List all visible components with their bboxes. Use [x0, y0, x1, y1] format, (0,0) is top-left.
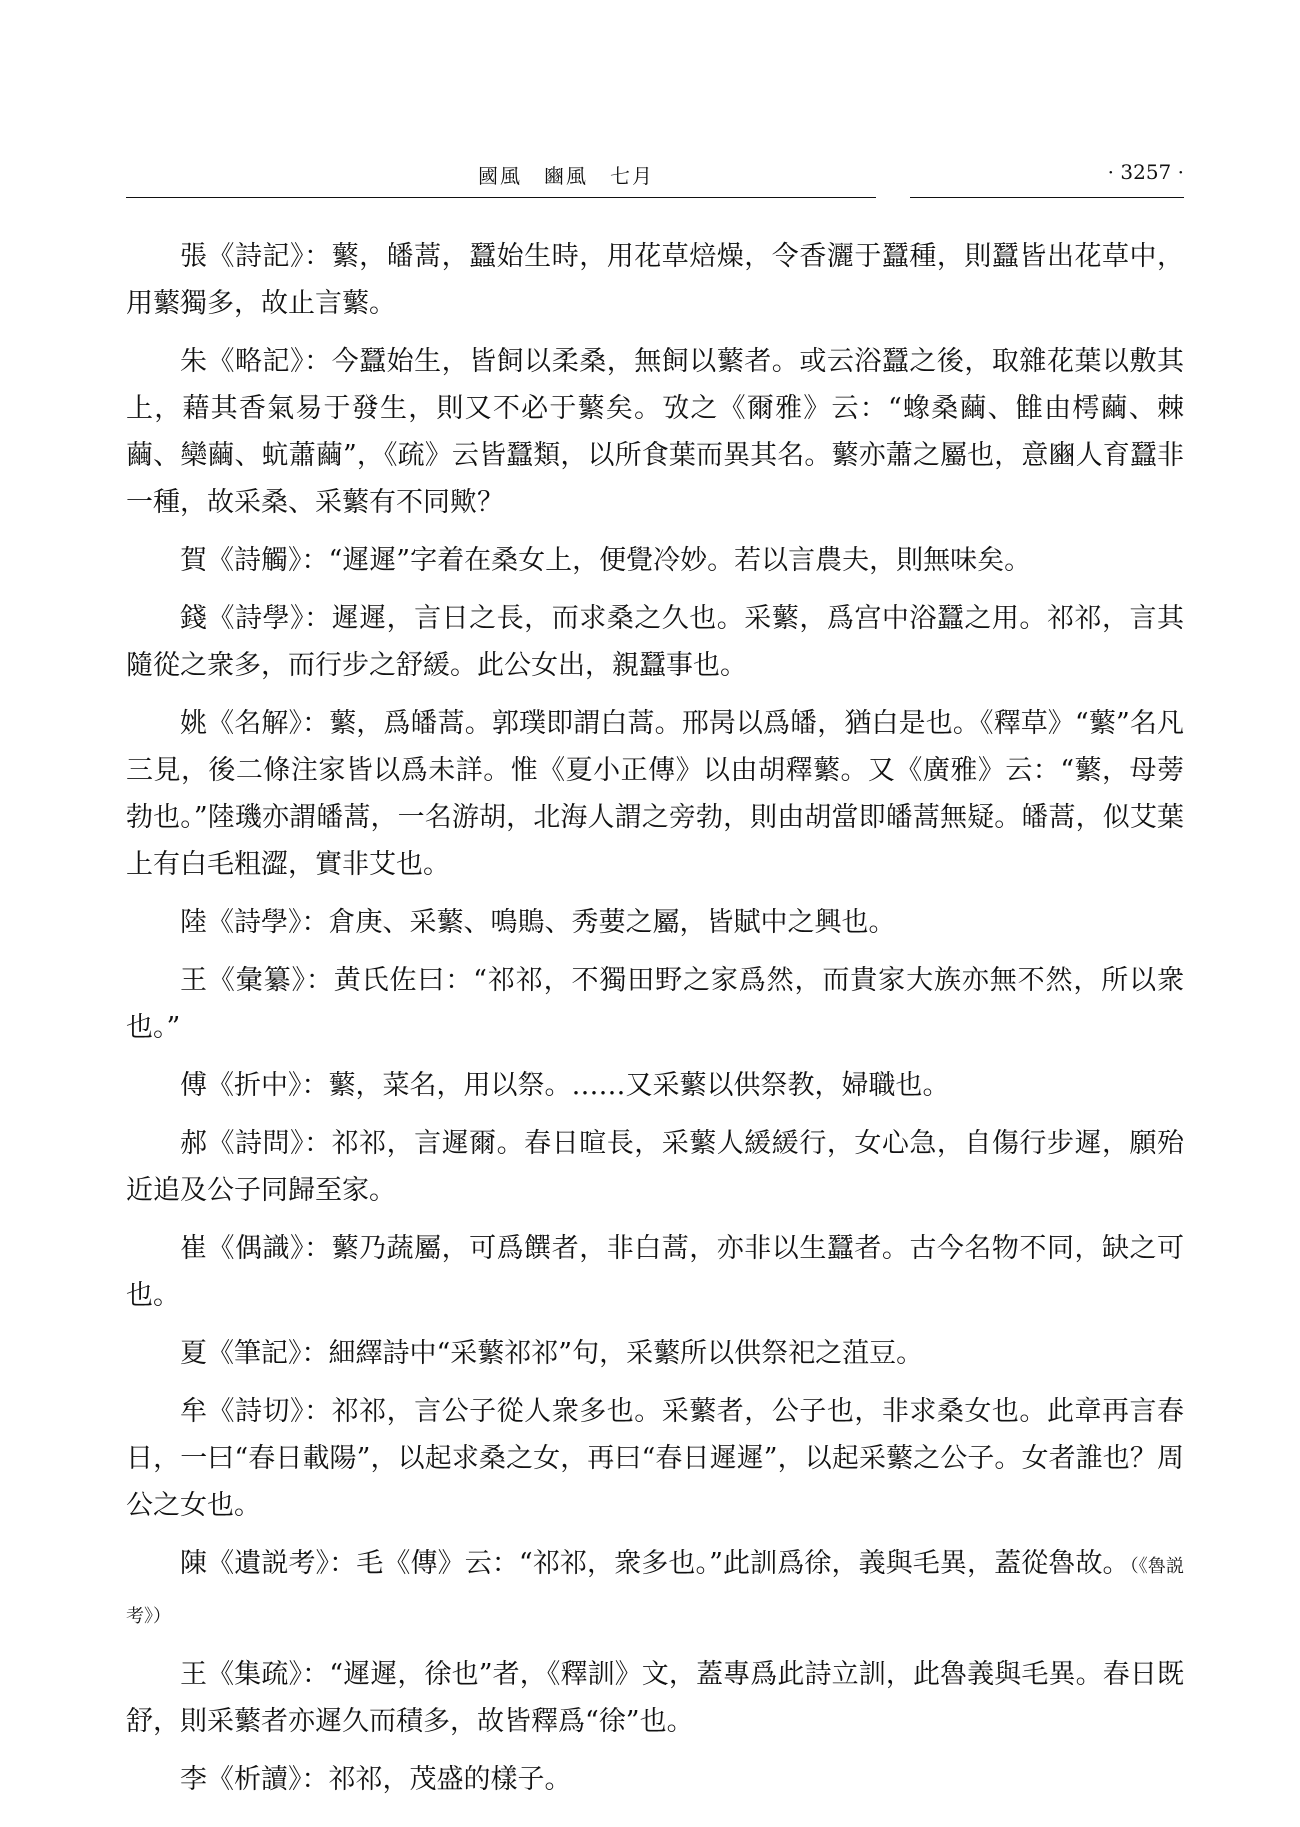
- header-rule-left: [126, 197, 876, 198]
- commentary-body: [126, 233, 1184, 1814]
- commentary-paragraph: [126, 1225, 1184, 1319]
- commentary-paragraph: [126, 899, 1184, 946]
- paragraph-text: 賀《詩觸》：“遲遲”字着在桑女上，便覺冷妙。若以言農夫，則無味矣。: [180, 545, 1032, 576]
- commentary-paragraph: [126, 1756, 1184, 1803]
- paragraph-text: 牟《詩切》：祁祁，言公子從人衆多也。采蘩者，公子也，非求桑女也。此章再言春日，一曰“春日載陽”，以起求桑之女，再曰“春日遲遲”，以起采蘩之公子。女者誰也？周公之女也。: [126, 1396, 1184, 1521]
- paragraph-text: 張《詩記》：蘩，皤蒿，蠶始生時，用花草焙燥，令香灑于蠶種，則蠶皆出花草中，用蘩獨多，故止言蘩。: [126, 241, 1184, 319]
- paragraph-text: 李《析讀》：祁祁，茂盛的樣子。: [180, 1764, 572, 1795]
- paragraph-text: 陳《遺説考》：毛《傳》云：“祁祁，衆多也。”此訓爲徐，義與毛異，蓋從魯故。: [180, 1548, 1130, 1579]
- commentary-paragraph: [126, 595, 1184, 689]
- paragraph-text: 朱《略記》：今蠶始生，皆飼以柔桑，無飼以蘩者。或云浴蠶之後，取雜花葉以敷其上，藉其香氣易于發生，則又不必于蘩矣。攷之《爾雅》云：“蟓桑繭、雔由樗繭、棘繭、欒繭、蚢蕭繭”，《疏》云皆蠶類，以所食葉而異其名。蘩亦蕭之屬也，意豳人育蠶非一種，故采桑、采蘩有不同歟？: [126, 346, 1184, 518]
- commentary-paragraph: [126, 957, 1184, 1051]
- commentary-paragraph: [126, 1330, 1184, 1377]
- paragraph-text: 王《集疏》：“遲遲，徐也”者，《釋訓》文，蓋專爲此詩立訓，此魯義與毛異。春日既舒，則采蘩者亦遲久而積多，故皆釋爲“徐”也。: [126, 1659, 1184, 1737]
- paragraph-text: 崔《偶識》：蘩乃蔬屬，可爲饌者，非白蒿，亦非以生蠶者。古今名物不同，缺之可也。: [126, 1233, 1184, 1311]
- paragraph-text: 王《彙纂》：黄氏佐曰：“祁祁，不獨田野之家爲然，而貴家大族亦無不然，所以衆也。”: [126, 965, 1184, 1043]
- commentary-paragraph: [126, 1540, 1184, 1640]
- paragraph-text: 郝《詩問》：祁祁，言遲爾。春日暄長，采蘩人緩緩行，女心急，自傷行步遲，願殆近追及公子同歸至家。: [126, 1128, 1184, 1206]
- commentary-paragraph: [126, 338, 1184, 526]
- page-number: · 3257 ·: [1107, 160, 1184, 184]
- commentary-paragraph: [126, 233, 1184, 327]
- paragraph-text: 陸《詩學》：倉庚、采蘩、鳴鵙、秀葽之屬，皆賦中之興也。: [180, 907, 896, 938]
- commentary-paragraph: [126, 1062, 1184, 1109]
- header-rule-right: [910, 197, 1184, 198]
- commentary-paragraph: [126, 1120, 1184, 1214]
- source-note: （《魯説考》）: [126, 1556, 1185, 1627]
- paragraph-text: 錢《詩學》：遲遲，言日之長，而求桑之久也。采蘩，爲宫中浴蠶之用。祁祁，言其隨從之衆多，而行步之舒緩。此公女出，親蠶事也。: [126, 603, 1184, 681]
- paragraph-text: 傅《折中》：蘩，菜名，用以祭。……又采蘩以供祭教，婦職也。: [180, 1070, 950, 1101]
- paragraph-text: 姚《名解》：蘩，爲皤蒿。郭璞即謂白蒿。邢昺以爲皤，猶白是也。《釋草》“蘩”名凡三見，後二條注家皆以爲未詳。惟《夏小正傳》以由胡釋蘩。又《廣雅》云：“蘩，母蒡勃也。”陸璣亦謂皤蒿，一名游胡，北海人謂之旁勃，則由胡當即皤蒿無疑。皤蒿，似艾葉上有白毛粗澀，實非艾也。: [126, 708, 1184, 880]
- commentary-paragraph: [126, 537, 1184, 584]
- commentary-paragraph: [126, 1388, 1184, 1529]
- commentary-paragraph: [126, 1651, 1184, 1745]
- running-header: [126, 160, 1184, 200]
- running-title: 國風 豳風 七月: [478, 164, 654, 188]
- paragraph-text: 夏《筆記》：細繹詩中“采蘩祁祁”句，采蘩所以供祭祀之菹豆。: [180, 1338, 924, 1369]
- commentary-paragraph: [126, 700, 1184, 888]
